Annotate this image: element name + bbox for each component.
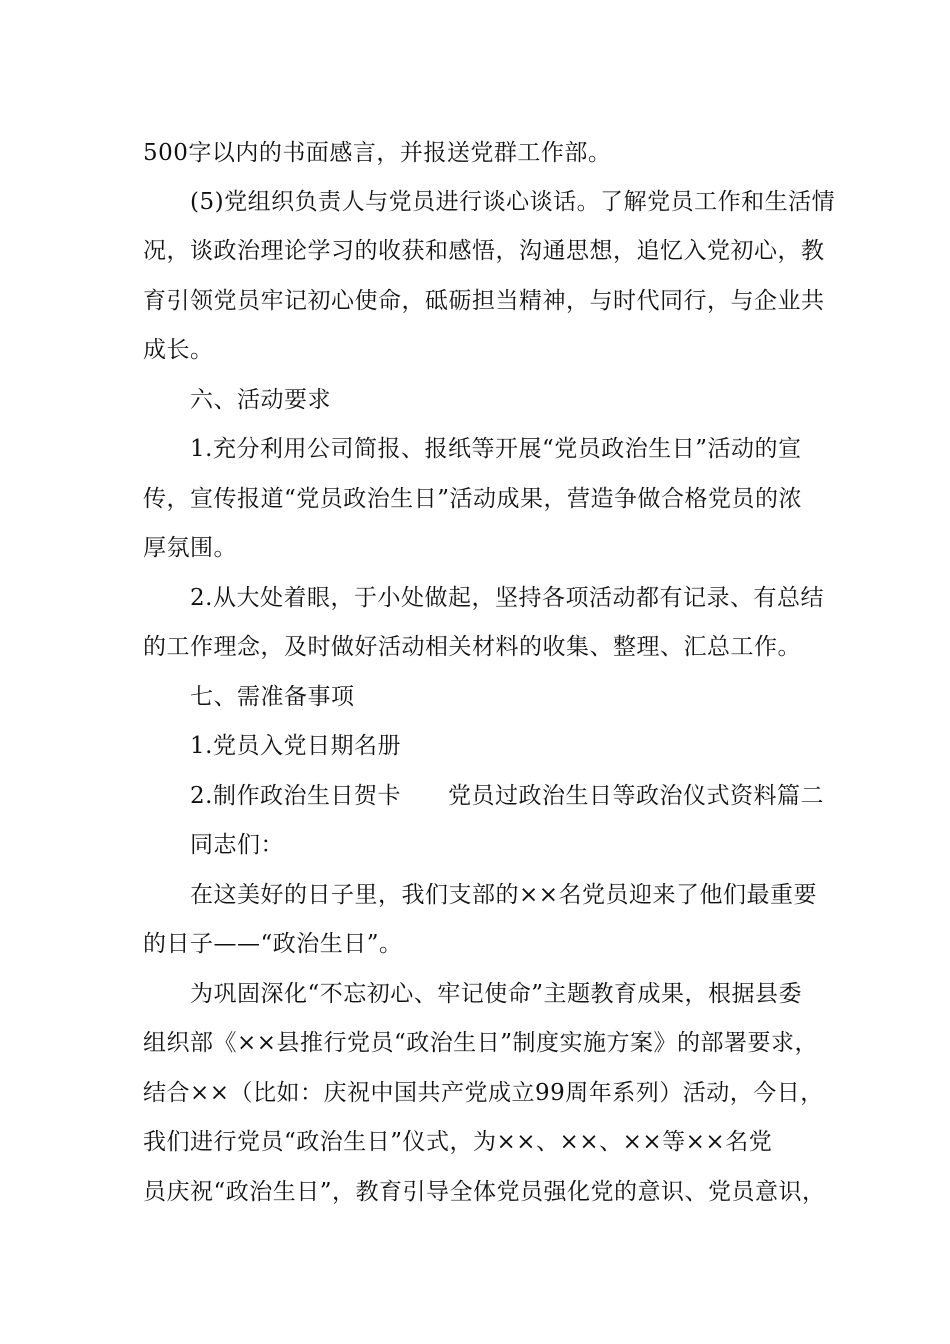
section-heading-preparation-items: 七、需准备事项 (190, 684, 355, 710)
text-line-20: 结合××（比如：庆祝中国共产党成立99周年系列）活动，今日， (143, 1080, 824, 1106)
text-line-16: 在这美好的日子里，我们支部的××名党员迎来了他们最重要 (190, 882, 818, 908)
text-line-13: 1.党员入党日期名册 (190, 733, 401, 759)
text-line-1: 500字以内的书面感言，并报送党群工作部。 (143, 140, 612, 166)
salutation: 同志们： (190, 832, 284, 858)
text-line-9: 厚氛围。 (143, 535, 237, 561)
text-line-22: 员庆祝“政治生日”，教育引导全体党员强化党的意识、党员意识， (143, 1179, 826, 1205)
text-line-14: 2.制作政治生日贺卡 党员过政治生日等政治仪式资料篇二 (190, 783, 824, 809)
section-heading-activity-requirements: 六、活动要求 (190, 387, 331, 413)
text-line-4: 育引领党员牢记初心使命，砥砺担当精神，与时代同行，与企业共 (143, 288, 825, 314)
text-line-5: 成长。 (143, 337, 214, 363)
text-line-19: 组织部《××县推行党员“政治生日”制度实施方案》的部署要求， (143, 1030, 819, 1056)
text-line-7: 1.充分利用公司简报、报纸等开展“党员政治生日”活动的宣 (190, 436, 802, 462)
text-line-11: 的工作理念，及时做好活动相关材料的收集、整理、汇总工作。 (143, 634, 801, 660)
text-line-2: (5)党组织负责人与党员进行谈心谈话。了解党员工作和生活情 (190, 189, 836, 215)
text-line-18: 为巩固深化“不忘初心、牢记使命”主题教育成果，根据县委 (190, 981, 803, 1007)
text-line-21: 我们进行党员“政治生日”仪式，为××、××、××等××名党 (143, 1129, 773, 1155)
text-line-8: 传，宣传报道“党员政治生日”活动成果，营造争做合格党员的浓 (143, 486, 803, 512)
text-line-10: 2.从大处着眼，于小处做起，坚持各项活动都有记录、有总结 (190, 585, 824, 611)
text-line-17: 的日子——“政治生日”。 (143, 931, 403, 957)
text-line-3: 况，谈政治理论学习的收获和感悟，沟通思想，追忆入党初心，教 (143, 238, 825, 264)
